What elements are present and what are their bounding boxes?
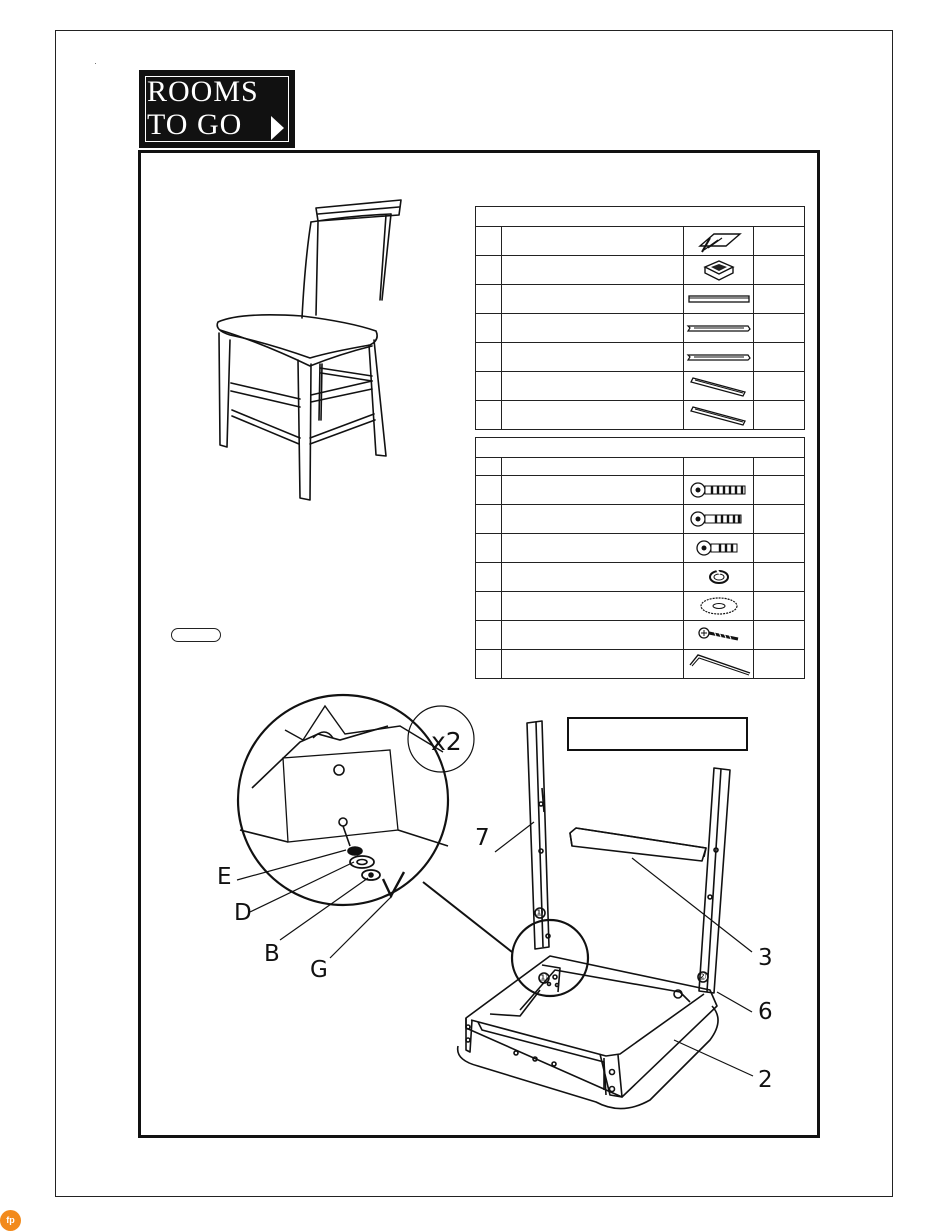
callout-d: D — [234, 900, 252, 926]
quantity-multiplier: x2 — [431, 727, 462, 756]
logo-line-1: ROOMS — [147, 75, 259, 108]
callout-part-6: 6 — [758, 999, 773, 1025]
callout-e: E — [217, 864, 232, 890]
position-mark: ① — [534, 906, 544, 919]
position-mark: ① — [538, 971, 548, 984]
logo-line-2: TO GO — [147, 108, 243, 141]
callout-part-2: 2 — [758, 1067, 773, 1093]
bar-stool-drawing — [217, 200, 401, 500]
callout-g: G — [310, 957, 328, 983]
callout-part-3: 3 — [758, 945, 773, 971]
callout-part-7: 7 — [475, 825, 490, 851]
detail-magnifier — [237, 695, 512, 958]
position-mark: ② — [697, 970, 707, 983]
reader-badge-icon[interactable]: fp — [0, 1210, 21, 1231]
frame-assembly-drawing — [458, 721, 753, 1109]
callout-b: B — [264, 941, 280, 967]
